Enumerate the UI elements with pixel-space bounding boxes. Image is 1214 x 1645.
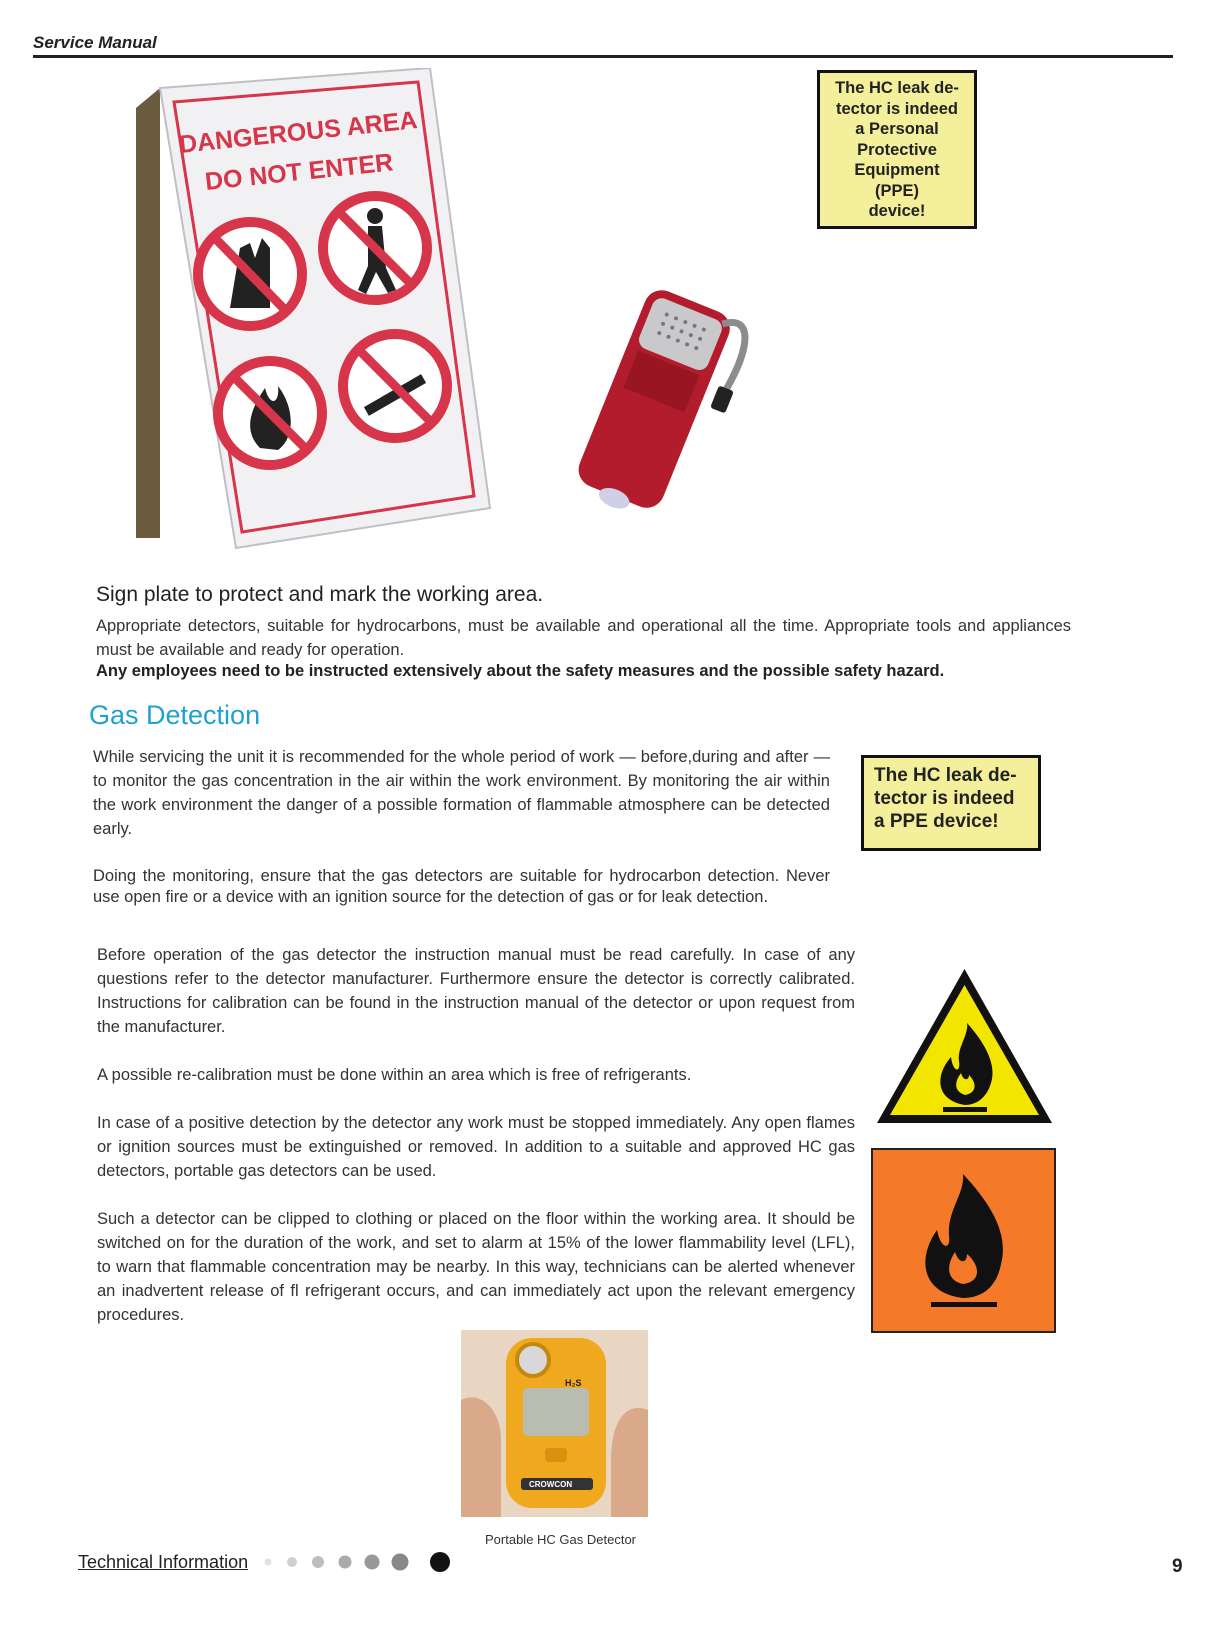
no-fire-icon [218, 361, 322, 465]
no-touch-icon [198, 222, 302, 326]
brand-label: CROWCON [529, 1480, 573, 1489]
intro-paragraph: Appropriate detectors, suitable for hydrocarbons, must be available and operational all the time. Appropriate tools and appliances must be available and ready for operation. [96, 617, 1071, 659]
leak-detector-image [540, 260, 800, 545]
ppe-callout-line: (PPE) [874, 181, 919, 200]
header-rule [33, 55, 1173, 58]
ppe-callout-line: The HC leak de- [835, 79, 959, 97]
flammable-hazard-symbol-icon [871, 1148, 1056, 1333]
page-number: 9 [1172, 1556, 1183, 1577]
ppe-callout-line: device! [868, 202, 926, 220]
portable-gas-detector-image [461, 1330, 648, 1517]
flammable-warning-triangle-icon [873, 965, 1056, 1127]
sign-line-2: DO NOT ENTER [203, 148, 395, 196]
section-title: Gas Detection [89, 700, 261, 730]
ppe-callout-line: The HC leak de- [874, 765, 1017, 786]
sign-caption: Sign plate to protect and mark the working area. [96, 583, 544, 606]
ppe-callout-line: a PPE device! [874, 811, 999, 832]
danger-sign-image [130, 68, 520, 576]
paragraph-positive-detection: In case of a positive detection by the detector any work must be stopped immediately. Any open flames or ignition sources must be extinguished or removed. In addition to a suitable and approved HC gas detectors, portable gas detectors can be used. [97, 1114, 855, 1180]
paragraph-instruction-manual: Before operation of the gas detector the instruction manual must be read carefully. In case of any questions refer to the detector manufacturer. Furthermore ensure the detector is correctly calibrated. Instructions for calibration can be found in the instruction manual of the detector or upon request from the manufacturer. [97, 946, 855, 1036]
ppe-callout-line: tector is indeed [836, 99, 958, 118]
ppe-callout-top [817, 70, 977, 229]
ppe-callout-line: tector is indeed [874, 788, 1015, 809]
paragraph-recalibration: A possible re-calibration must be done within an area which is free of refrigerants. [97, 1066, 692, 1084]
ppe-callout-line: a Personal [855, 120, 939, 138]
no-smoking-icon [343, 334, 447, 438]
photo-caption: Portable HC Gas Detector [485, 1532, 637, 1547]
ppe-callout-line: Protective [857, 140, 937, 159]
progress-dots-icon [260, 1550, 460, 1576]
ppe-callout-side [861, 755, 1041, 851]
header-title: Service Manual [33, 33, 157, 52]
paragraph-detector-suitability: Doing the monitoring, ensure that the gas detectors are suitable for hydrocarbon detection. Never use open fire or a device with an ignition source for the detection of gas or for leak detection. [93, 867, 830, 906]
gas-sensor-label: H₂S [565, 1378, 582, 1388]
ppe-callout-line: Equipment [854, 161, 940, 179]
paragraph-clip-detector: Such a detector can be clipped to clothing or placed on the floor within the working area. It should be switched on for the duration of the work, and set to alarm at 15% of the lower flammability level (LFL), to warn that flammable concentration may be nearby. In this way, technicians can be alerted whenever an inadvertent release of fl refrigerant occurs, and can immediately act upon the relevant emergency procedures. [97, 1210, 855, 1324]
paragraph-monitoring: While servicing the unit it is recommended for the whole period of work — before,during and after — to monitor the gas concentration in the air within the work environment. By monitoring the air within the work environment the danger of a possible formation of flammable atmosphere can be detected early. [93, 748, 830, 838]
footer-link-technical-information[interactable]: Technical Information [78, 1552, 249, 1572]
no-entry-person-icon [323, 196, 427, 300]
sign-line-1: DANGEROUS AREA [177, 106, 419, 159]
intro-bold-paragraph: Any employees need to be instructed extensively about the safety measures and the possible safety hazard. [96, 662, 945, 680]
